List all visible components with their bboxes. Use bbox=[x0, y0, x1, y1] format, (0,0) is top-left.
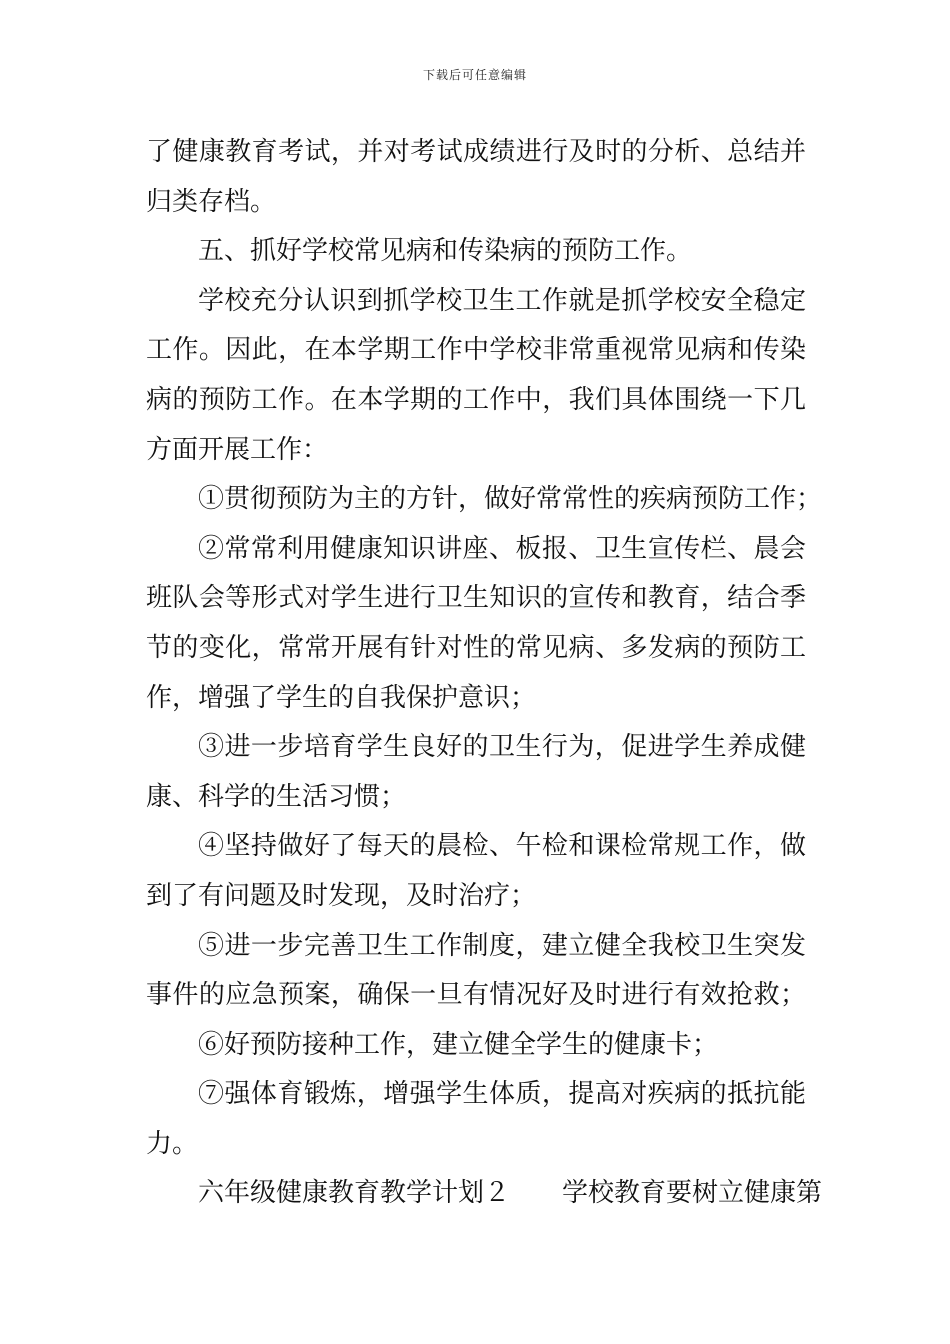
list-item: ⑤进一步完善卫生工作制度，建立健全我校卫生突发 bbox=[198, 930, 806, 961]
list-item: ④坚持做好了每天的晨检、午检和课检常规工作，做 bbox=[198, 831, 806, 862]
section-heading: 五、抓好学校常见病和传染病的预防工作。 bbox=[198, 236, 693, 267]
text-line: 工作。因此，在本学期工作中学校非常重视常见病和传染 bbox=[146, 335, 806, 366]
body-text bbox=[146, 128, 823, 1219]
list-item: ⑥好预防接种工作，建立健全学生的健康卡； bbox=[198, 1029, 719, 1060]
text-line: 到了有问题及时发现，及时治疗； bbox=[146, 880, 537, 911]
text-line: 节的变化，常常开展有针对性的常见病、多发病的预防工 bbox=[146, 632, 806, 663]
list-item: ②常常利用健康知识讲座、板报、卫生宣传栏、晨会 bbox=[198, 533, 806, 564]
header-note: 下载后可任意编辑 bbox=[422, 68, 527, 82]
text-line: 方面开展工作： bbox=[146, 434, 329, 465]
text-line: 康、科学的生活习惯； bbox=[146, 781, 407, 812]
text-line: 事件的应急预案，确保一旦有情况好及时进行有效抢救； bbox=[146, 980, 806, 1011]
text-line: 学校充分认识到抓学校卫生工作就是抓学校安全稳定 bbox=[198, 285, 806, 316]
text-line: 作，增强了学生的自我保护意识； bbox=[146, 682, 537, 713]
list-item: ①贯彻预防为主的方针，做好常常性的疾病预防工作； bbox=[198, 484, 823, 515]
text-line: 班队会等形式对学生进行卫生知识的宣传和教育，结合季 bbox=[146, 583, 806, 614]
text-line: 病的预防工作。在本学期的工作中，我们具体围绕一下几 bbox=[146, 384, 806, 415]
text-continuation: 学校教育要树立健康第 bbox=[562, 1178, 823, 1209]
list-item: ⑦强体育锻炼，增强学生体质，提高对疾病的抵抗能 bbox=[198, 1079, 806, 1110]
text-line: 归类存档。 bbox=[146, 186, 277, 217]
list-item: ③进一步培育学生良好的卫生行为，促进学生养成健 bbox=[198, 732, 806, 763]
section-title: 六年级健康教育教学计划２ bbox=[198, 1178, 511, 1209]
final-line bbox=[146, 1169, 823, 1219]
text-line: 了健康教育考试，并对考试成绩进行及时的分析、总结并 bbox=[146, 137, 806, 167]
text-line: 力。 bbox=[146, 1128, 199, 1159]
